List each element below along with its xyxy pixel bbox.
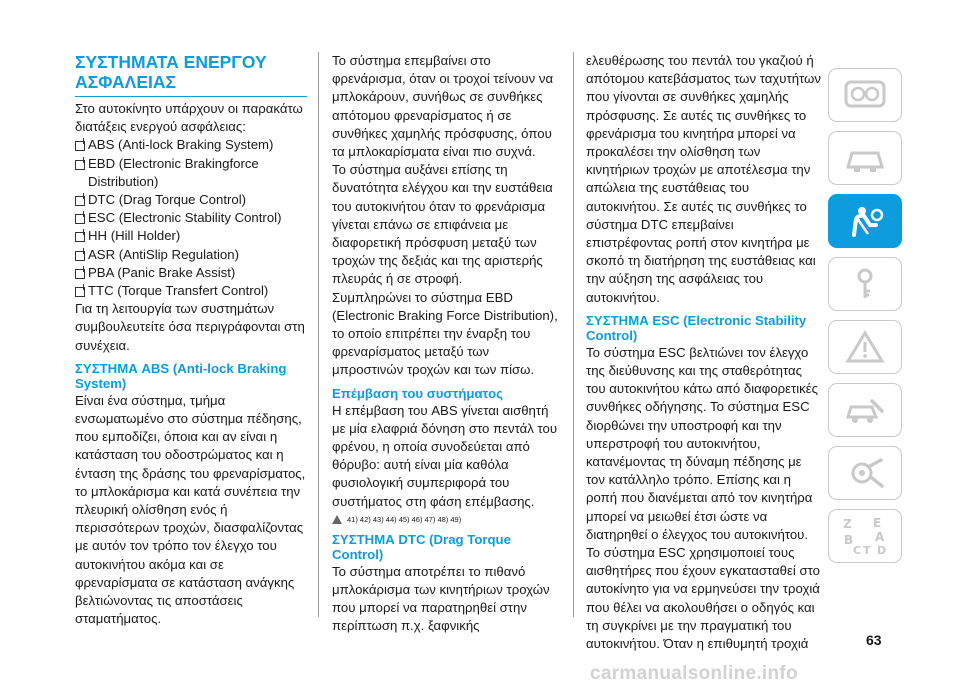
checkbox-icon [75,251,85,261]
index-letters-icon [839,515,891,557]
tab-car-access[interactable] [828,131,902,185]
tab-service[interactable] [828,383,902,437]
feature-item: ABS (Anti-lock Braking System) [75,136,307,154]
warning-references [332,514,564,526]
after-list-text: Για τη λειτουργία των συστημάτων συμβουλευτείτε όσα περιγράφονται στη συνέχεια. [75,301,305,353]
tab-emergency[interactable] [828,320,902,374]
warning-refs-text: 41) 42) 43) 44) 45) 46) 47) 48) 49) [347,514,462,524]
warning-triangle-icon [332,515,342,524]
feature-item: HH (Hill Holder) [75,227,307,245]
car-door-icon [842,141,888,175]
intervention-heading: Επέμβαση του συστήματος [332,385,503,401]
abs-paragraph-1: Το σύστημα επεμβαίνει στο φρενάρισμα, όταν οι τροχοί τείνουν να μπλοκάρουν, συνήθως σε συνθήκες απότομου φρεναρίσματος ή σε συνθήκες χαμηλής πρόσφυσης, όπου τα μπλοκαρίσματα είναι πιο συχνά. [332,53,554,160]
checkbox-icon [75,287,85,297]
watermark: carmanualsonline.info [590,663,798,684]
index-letter: B [844,533,854,547]
index-letter: D [877,544,887,557]
checkbox-icon [75,160,85,170]
column-divider [318,52,319,617]
dtc-text: Το σύστημα αποτρέπει το πιθανό μπλοκάρισμα των κινητήριων τροχών που μπορεί να παρατηρηθεί στην περίπτωση π.χ. ξαφνικής [332,563,550,634]
index-letter: A [875,530,885,544]
feature-item: PBA (Panic Brake Assist) [75,264,307,282]
tools-wrench-icon [842,456,888,490]
checkbox-icon [75,232,85,242]
abs-heading: ΣΥΣΤΗΜΑ ABS (Anti-lock Braking System) [75,360,287,391]
column-3 [586,52,822,653]
tab-safety[interactable] [828,194,902,248]
index-letter: C [853,544,862,557]
car-service-icon [842,393,888,427]
index-letter: Z [843,517,852,531]
tab-index[interactable] [828,509,902,563]
car-dashboard-icon [842,78,888,112]
ignition-key-icon [842,267,888,301]
column-divider [573,52,574,617]
roadside-warning-icon [842,330,888,364]
index-letter: E [873,516,882,530]
checkbox-icon [75,196,85,206]
intervention-text: Η επέμβαση του ABS γίνεται αισθητή με μία ελαφριά δόνηση στο πεντάλ του φρένου, η οποία συνοδεύεται από θόρυβο: αυτή είναι μία καθόλα φυσιολογική συμπεριφορά του συστήματος στη φάση επέμβασης. [332,402,558,509]
intro-text: Στο αυτοκίνητο υπάρχουν οι παρακάτω διατάξεις ενεργού ασφάλειας: [75,101,303,135]
column-2 [332,52,564,636]
column-1 [75,52,307,628]
feature-item: ASR (AntiSlip Regulation) [75,246,307,264]
tab-dashboard[interactable] [828,68,902,122]
tab-technical-data[interactable] [828,446,902,500]
checkbox-icon [75,141,85,151]
feature-item: EBD (Electronic Brakingforce Distribution) [75,155,307,191]
chapter-tabs [828,68,902,572]
feature-item: ESC (Electronic Stability Control) [75,209,307,227]
checkbox-icon [75,214,85,224]
checkbox-icon [75,269,85,279]
page-number: 63 [866,632,882,648]
feature-item: DTC (Drag Torque Control) [75,191,307,209]
abs-text: Είναι ένα σύστημα, τμήμα ενσωματωμένο στο σύστημα πέδησης, που εμποδίζει, όποια και αν είναι η κατάσταση του οδοστρώματος και η ένταση της δράσης του φρεναρίσματος, το μπλοκάρισμα και κατά συνέπεια την πλευρική ολίσθηση ενός ή περισσότερων τροχών, διασφαλίζοντας με αυτόν τον τρόπο τον έλεγχο του αυτοκινήτου ακόμα και σε φρεναρίσματα σε κατάσταση ανάγκης βελτιώνοντας τις αποστάσεις σταματήματος. [75,392,306,627]
index-letter: T [863,544,871,557]
dtc-continued-text: ελευθέρωσης του πεντάλ του γκαζιού ή απότομου κατεβάσματος των ταχυτήτων που γίνονται σε συνθήκες χαμηλής πρόσφυσης. Σε αυτές τις συνθήκες το φρενάρισμα του κινητήρα μπορεί να προκαλέσει την ολίσθηση των κινητήριων τροχών με αποτέλεσμα την απώλεια της ευστάθειας του αυτοκινήτου. Σε αυτές τις συνθήκες το σύστημα DTC επεμβαίνει επιστρέφοντας ροπή στον κινητήρα με σκοπό τη διατήρηση της ευστάθειας και την αύξηση της ασφάλειας του αυτοκινήτου. [586,53,821,305]
abs-paragraph-3: Συμπληρώνει το σύστημα EBD (Electronic Braking Force Distribution), το οποίο επιτρέπει την έναρξη του φρεναρίσματος μεταξύ των μπροστινών τροχών και των πίσω. [332,289,558,378]
seatbelt-airbag-icon [842,203,888,239]
section-title: ΣΥΣΤΗΜΑΤΑ ΕΝΕΡΓΟΥ ΑΣΦΑΛΕΙΑΣ [75,52,307,97]
esc-text: Το σύστημα ESC βελτιώνει τον έλεγχο της διεύθυνσης και της σταθερότητας του αυτοκινήτου κάτω από διαφορετικές συνθήκες οδήγησης. Το σύστημα ESC διορθώνει την υποστροφή και την υπερστροφή του αυτοκινήτου, κατανέμοντας τη δύναμη πέδησης με τον κατάλληλο τρόπο. Επίσης και η ροπή που διανέμεται από τον κινητήρα μπορεί να μειωθεί έτσι ώστε να διατηρηθεί ο έλεγχος του αυτοκινήτου. Το σύστημα ESC χρησιμοποιεί τους αισθητήρες που έχουν εγκατασταθεί στο αυτοκίνητο για να ερμηνεύσει την τροχιά που θέλει να ακολουθήσει ο οδηγός και τη συγκρίνει με την πραγματική του αυτοκινήτου. Όταν η επιθυμητή τροχιά [586,344,820,652]
feature-list [75,136,307,300]
esc-heading: ΣΥΣΤΗΜΑ ESC (Electronic Stability Control) [586,312,807,343]
abs-paragraph-2: Το σύστημα αυξάνει επίσης τη δυνατότητα ελέγχου και την ευστάθεια του αυτοκινήτου όταν το φρενάρισμα γίνεται επάνω σε επιφάνεια με διαφορετική πρόσφυση μεταξύ των τροχών της δεξιάς και της αριστερής πλευράς ή σε στροφή. [332,162,553,287]
dtc-heading: ΣΥΣΤΗΜΑ DTC (Drag Torque Control) [332,531,511,562]
tab-starting-driving[interactable] [828,257,902,311]
feature-item: TTC (Torque Transfert Control) [75,282,307,300]
